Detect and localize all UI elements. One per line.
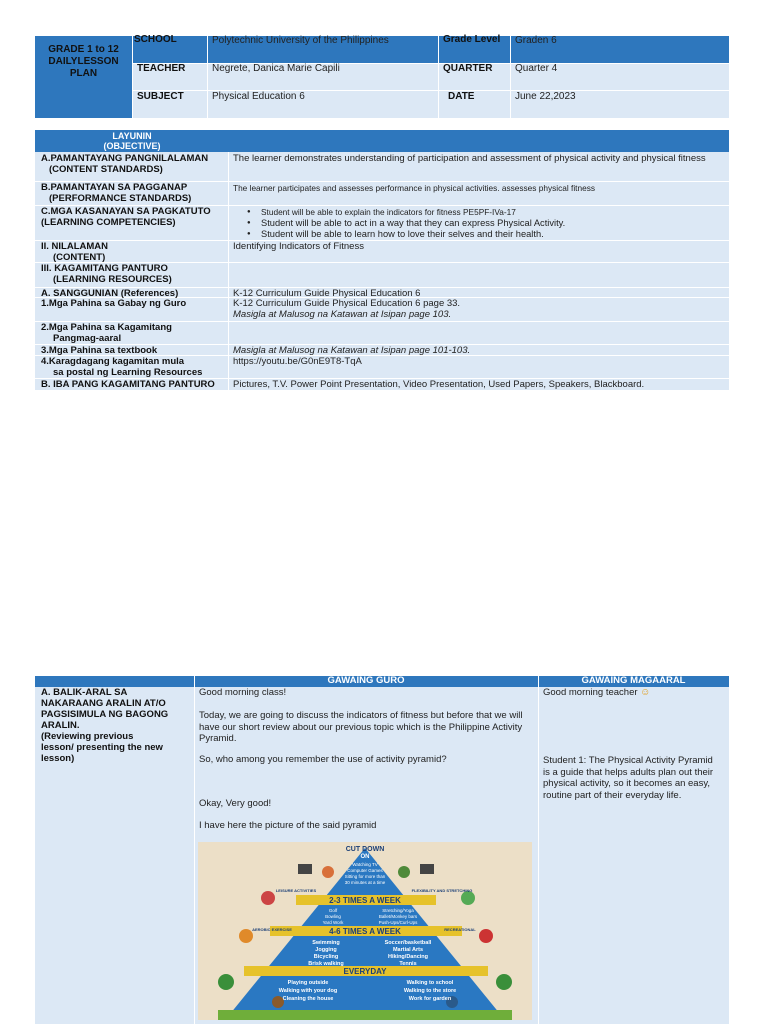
teacher-label: TEACHER (137, 63, 186, 74)
activity-pyramid-image (198, 842, 532, 1020)
other-materials-label: B. IBA PANG KAGAMITANG PANTURO (41, 379, 215, 390)
figure-icon (322, 866, 334, 878)
content-value: Identifying Indicators of Fitness (233, 241, 364, 252)
school-value: Polytechnic University of the Philippines (212, 35, 389, 46)
teacher-value: Negrete, Danica Marie Capili (212, 63, 340, 74)
learning-resources-label (41, 263, 172, 285)
tier4-right-item: Work for garden (408, 996, 452, 1002)
teacher-question: So, who among you remember the use of activity pyramid? (199, 754, 447, 765)
student-answer (543, 755, 733, 801)
text-line: Good morning teacher (543, 687, 638, 698)
grade-level-label: Grade Level (443, 34, 501, 45)
text-line: sa postal ng Learning Resources (53, 367, 203, 378)
grass-base (218, 1010, 512, 1020)
figure-icon (461, 891, 475, 905)
textbook-pages-value: Masigla at Malusog na Katawan at Isipan page 101-103. (233, 345, 471, 356)
subject-label: SUBJECT (137, 91, 184, 102)
tier2-right-item: Ballet/Monkey bars (378, 914, 418, 919)
pyramid-top-item: Watching TV (352, 862, 378, 867)
text-line: K-12 Curriculum Guide Physical Education 6 page 33. (233, 298, 461, 309)
text-line: C.MGA KASANAYAN SA PAGKATUTO (41, 206, 211, 217)
teacher-activity-heading: GAWAING GURO (327, 675, 405, 686)
teacher-intro (199, 710, 535, 745)
text-line: (LEARNING COMPETENCIES) (41, 217, 176, 228)
smiley-icon: ☺ (640, 687, 651, 698)
teacher-greeting: Good morning class! (199, 687, 287, 698)
objective-heading-line: (OBJECTIVE) (103, 141, 161, 151)
pyramid-top-item: 30 minutes at a time (344, 880, 386, 885)
tier2-right-item: Push-Ups/Curl-Ups (378, 920, 418, 925)
youtube-link[interactable]: https://youtu.be/G0nE9T8-TqA (233, 356, 362, 367)
text-line: Pyramid. (199, 733, 237, 744)
teacher-guide-pages-label: 1.Mga Pahina sa Gabay ng Guro (41, 298, 187, 309)
pyramid-top-item: Sitting for more than (344, 874, 386, 879)
teacher-guide-pages-value (233, 298, 460, 320)
learner-material-pages-label (41, 322, 172, 344)
references-label: A. SANGGUNIAN (References) (41, 288, 179, 299)
text-line: 4.Karagdagang kagamitan mula (41, 356, 185, 367)
text-line: lesson) (41, 753, 75, 764)
text-line: NAKARAANG ARALIN AT/O (41, 698, 166, 709)
competency-item: ● Student will be able to explain the indicators for fitness PE5PF-IVa-17 (233, 207, 727, 218)
student-greeting (543, 687, 650, 699)
performance-standards-value: The learner participates and assesses performance in physical activities. assesses physical fitness (233, 183, 596, 193)
pyramid-top-item: Computer Games (347, 868, 383, 873)
text-line: Pangmag-aaral (53, 333, 122, 344)
text-line: A. BALIK-ARAL SA (41, 687, 128, 698)
objective-heading (35, 131, 229, 151)
tree-icon (496, 974, 512, 990)
plan-title-line: GRADE 1 to 12 (48, 44, 119, 55)
tier3-left-item: Bicycling (313, 954, 339, 960)
text-line: Masigla at Malusog na Katawan at Isipan page 103. (233, 309, 452, 320)
text-line: II. NILALAMAN (41, 241, 109, 252)
tier3-left-item: Jogging (315, 947, 337, 953)
text-line: lesson/ presenting the new (41, 742, 163, 753)
tier3-right-item: Hiking/Dancing (387, 954, 429, 960)
text-line: Student 1: The Physical Activity Pyramid (543, 755, 713, 766)
school-label: SCHOOL (134, 34, 177, 45)
text-line: PAGSISIMULA NG BAGONG (41, 709, 169, 720)
tier2-title: 2-3 TIMES A WEEK (329, 896, 401, 905)
competency-item: ● Student will be able to learn how to love their selves and their health. (233, 229, 727, 240)
tier4-right-item: Walking to school (406, 980, 454, 986)
student-activity-heading: GAWAING MAGAARAL (581, 675, 686, 686)
text-line: (CONTENT STANDARDS) (49, 164, 163, 175)
content-standards-value: The learner demonstrates understanding of participation and assessment of physical activity and physical fitness (233, 153, 706, 164)
textbook-pages-label: 3.Mga Pahina sa textbook (41, 345, 158, 356)
tier3-right-item: Martial Arts (392, 947, 424, 953)
text-line: (PERFORMANCE STANDARDS) (49, 193, 192, 204)
tier4-left-item: Cleaning the house (282, 996, 334, 1002)
grade-level-value: Graden 6 (515, 35, 557, 46)
performance-standards-label (41, 182, 191, 204)
content-standards-label (41, 153, 208, 175)
tier3-left-tag: AEROBIC EXERCISE (252, 927, 292, 932)
plan-title (35, 44, 132, 80)
text-line: A.PAMANTAYANG PANGNILALAMAN (41, 153, 209, 164)
tier2-left-item: Bowling (325, 914, 341, 919)
tier2-left-item: Yard Work (322, 920, 344, 925)
pyramid-top-on: ON (360, 854, 370, 860)
plan-title-line: DAILYLESSON (48, 56, 119, 67)
quarter-value: Quarter 4 (515, 63, 558, 74)
text-line: is a guide that helps adults plan out their (543, 766, 714, 778)
text-line: B.PAMANTAYAN SA PAGGANAP (41, 182, 188, 193)
tree-icon (218, 974, 234, 990)
tier2-right-tag: FLEXIBILITY AND STRETCHING (411, 888, 473, 893)
competencies-list (233, 207, 727, 240)
references-value: K-12 Curriculum Guide Physical Education 6 (233, 288, 421, 299)
text-line: ARALIN. (41, 720, 80, 731)
tier3-left-item: Swimming (312, 940, 340, 946)
text-line: physical activity, so it becomes an easy, (543, 778, 711, 789)
tier4-title: EVERYDAY (343, 967, 387, 976)
tier2-right-item: Stretching/Yoga (382, 908, 414, 913)
computer-icon (420, 864, 434, 874)
quarter-label: QUARTER (443, 63, 493, 74)
tier3-right-tag: RECREATIONAL (444, 927, 476, 932)
objective-heading-line: LAYUNIN (112, 131, 152, 141)
tier4-left-item: Playing outside (287, 980, 329, 986)
text-line: Today, we are going to discuss the indicators of fitness but before that we will (199, 710, 523, 721)
tier3-title: 4-6 TIMES A WEEK (329, 927, 401, 936)
tier3-left-item: Brisk walking (308, 961, 344, 967)
other-materials-value: Pictures, T.V. Power Point Presentation, Video Presentation, Used Papers, Speakers, Blackboard. (233, 379, 645, 390)
learning-competencies-label (41, 206, 211, 228)
content-label (41, 241, 108, 263)
text-line: have our short review about our previous topic which is the Philippine Activity (199, 721, 523, 733)
figure-icon (398, 866, 410, 878)
text-line: III. KAGAMITANG PANTURO (41, 263, 168, 274)
text-line: (CONTENT) (53, 252, 106, 263)
pyramid-top-heading: CUT DOWN (345, 846, 385, 853)
teacher-praise: Okay, Very good! (199, 798, 272, 809)
competency-item: ● Student will be able to act in a way that they can express Physical Activity. (233, 218, 727, 229)
review-section-label (41, 687, 168, 764)
tier3-right-item: Soccer/basketball (384, 940, 432, 946)
tier2-left-item: Golf (328, 908, 338, 913)
tier3-right-item: Tennis (399, 961, 417, 967)
teacher-pyramid-intro: I have here the picture of the said pyramid (199, 820, 377, 831)
additional-materials-label (41, 356, 202, 378)
plan-title-line: PLAN (69, 68, 98, 79)
date-label: DATE (448, 91, 475, 102)
figure-icon (239, 929, 253, 943)
text-line: (Reviewing previous (41, 731, 134, 742)
date-value: June 22,2023 (515, 91, 576, 102)
tier4-right-item: Walking to the store (403, 988, 457, 994)
text-line: (LEARNING RESOURCES) (53, 274, 172, 285)
figure-icon (261, 891, 275, 905)
activity-pyramid-svg (198, 842, 532, 1020)
tier2-left-tag: LEISURE ACTIVITIES (275, 888, 317, 893)
tier4-left-item: Walking with your dog (278, 988, 338, 994)
tv-icon (298, 864, 312, 874)
figure-icon (479, 929, 493, 943)
text-line: routine part of their everyday life. (543, 789, 682, 801)
text-line: 2.Mga Pahina sa Kagamitang (41, 322, 172, 333)
subject-value: Physical Education 6 (212, 91, 305, 102)
